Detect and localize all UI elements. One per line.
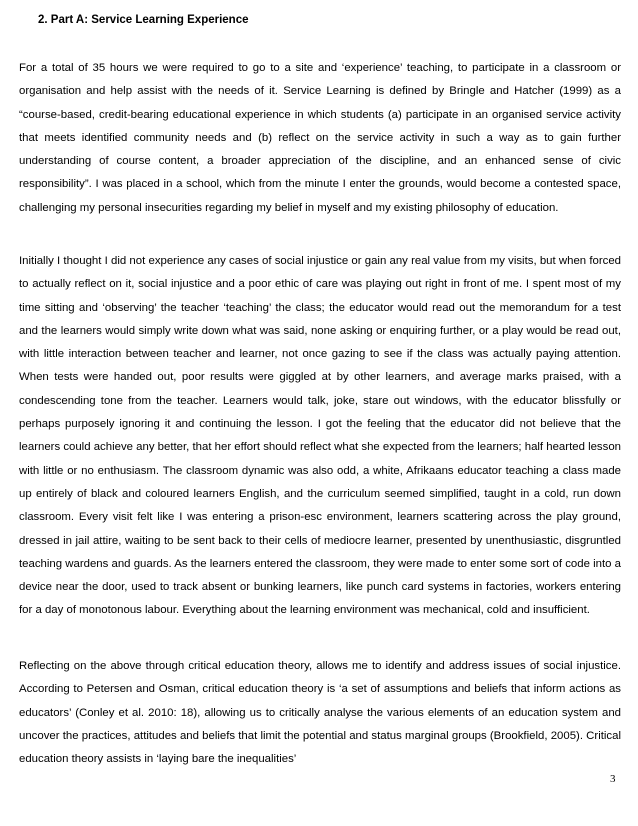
section-heading: 2. Part A: Service Learning Experience — [38, 14, 249, 26]
paragraph-initial-experience: Initially I thought I did not experience any cases of social injustice or gain any real value from my visits, but when forced to actually reflect on it, social injustice and a poor ethic of care was playing out right in front of me. I spent most of my time sitting and ‘observing’ the teacher ‘teaching’ the class; the educator would read out the memorandum for a test and the learners would simply write down what was said, none asking or enquiring further, or a play would be read out, with little interaction between teacher and learner, not once gazing to see if the class was actually paying attention. When tests were handed out, poor results were giggled at by other learners, and average marks praised, with a condescending tone from the teacher. Learners would talk, joke, stare out windows, with the educator blissfully or perhaps purposely ignoring it and continuing the lesson. I got the feeling that the educator did not believe that the learners could achieve any better, that her effort should reflect what she expected from the learners; half hearted lesson with little or no enthusiasm. The classroom dynamic was also odd, a white, Afrikaans educator teaching a class made up entirely of black and coloured learners English, and the curriculum seemed simplified, taught in a cold, run down classroom. Every visit felt like I was entering a prison-esc environment, learners scattering across the play ground, dressed in jail attire, waiting to be sent back to their cells of mediocre learner, presented by unenthusiastic, disgruntled teaching wardens and guards. As the learners entered the classroom, they were made to enter some sort of code into a device near the door, used to track absent or bunking learners, like punch card systems in factories, workers entering for a day of monotonous labour. Everything about the learning environment was mechanical, cold and insufficient. — [19, 255, 621, 617]
paragraph-critical-theory: Reflecting on the above through critical education theory, allows me to identify and address issues of social injustice. According to Petersen and Osman, critical education theory is ‘a set of assumptions and beliefs that inform actions as educators’ (Conley et al. 2010: 18), allowing us to critically analyse the various elements of an education system and uncover the practices, attitudes and beliefs that limit the potential and status marginal groups (Brookfield, 2005). Critical education theory assists in ‘laying bare the inequalities’ — [19, 660, 621, 766]
paragraph-service-learning: For a total of 35 hours we were required to go to a site and ‘experience’ teaching, to participate in a classroom or organisation and help assist with the needs of it. Service Learning is defined by Bringle and Hatcher (1999) as a “course-based, credit-bearing educational experience in which students (a) participate in an organised service activity that meets identified community needs and (b) reflect on the service activity in such a way as to gain further understanding of course content, a broader appreciation of the discipline, and an enhanced sense of civic responsibility”. I was placed in a school, which from the minute I enter the grounds, would become a contested space, challenging my personal insecurities regarding my belief in myself and my existing philosophy of education. — [19, 62, 621, 214]
page-number: 3 — [610, 773, 616, 785]
